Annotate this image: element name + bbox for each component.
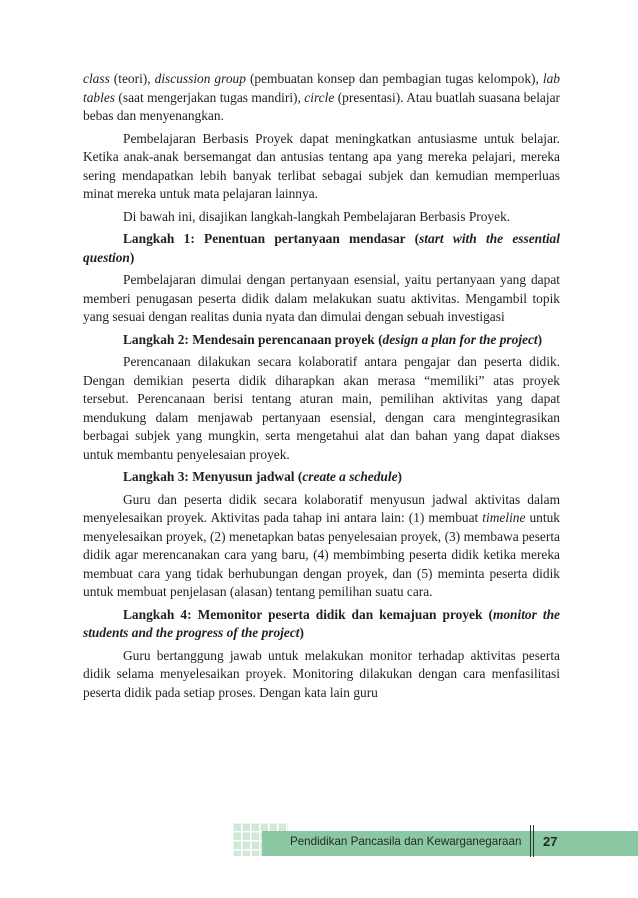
term-lab-tables: lab tables [83,71,560,105]
footer-divider [530,825,531,857]
heading-end: ) [299,625,304,640]
step-1-heading [83,230,560,267]
paragraph-3: Di bawah ini, disajikan langkah-langkah Pembelajaran Berbasis Proyek. [123,208,511,224]
heading-italic: design a plan for the project [382,331,538,347]
page-number: 27 [543,834,558,849]
heading-text: Langkah 1: Penentuan pertanyaan mendasar ( [123,231,420,246]
paragraph-7: Guru bertanggung jawab untuk melakukan monitor terhadap aktivitas peserta didik selama menyelesaikan proyek. Monitoring dilakukan dengan cara menfasilitasi peserta didik pada setiap proses. Dengan kata lain guru [83,647,560,700]
text-run: (pembuatan konsep dan pembagian tugas kelompok), [245,71,543,86]
heading-italic: start with the essential question [83,231,560,265]
text-run: (teori), [109,71,155,86]
text-run: untuk menyelesaikan proyek, (2) menetapkan batas penyelesaian proyek, (3) membawa peserta didik agar merencanakan cara yang baru, (4) membimbing peserta didik ketika mereka membuat cara yang tidak berhubungan dengan proyek, dan (5) meminta peserta didik untuk membuat penjelasan (alasan) tentang pemilihan suatu cara. [83,510,560,599]
paragraph-4: Pembelajaran dimulai dengan pertanyaan esensial, yaitu pertanyaan yang dapat memberi penugasan peserta didik dalam melakukan suatu aktivitas. Mengambil topik yang sesuai dengan realitas dunia nyata dan dimulai dengan sebuah investigasi [83,272,560,324]
text-run: (saat mengerjakan tugas mandiri), [115,89,305,105]
footer-book-title: Pendidikan Pancasila dan Kewarganegaraan [290,835,522,848]
page-body [83,70,560,706]
term-circle: circle [304,89,335,105]
heading-end: ) [129,249,135,265]
paragraph-1 [83,70,560,126]
step-4-heading [83,606,560,643]
footer-divider [533,825,534,857]
heading-end: ) [537,331,543,347]
heading-text: Langkah 2: Mendesain perencanaan proyek ( [123,331,383,347]
page-footer [0,822,638,856]
heading-end: ) [397,469,403,484]
paragraph-6 [83,491,560,602]
heading-text: Langkah 3: Menyusun jadwal ( [123,469,303,484]
paragraph-2: Pembelajaran Berbasis Proyek dapat meningkatkan antusiasme untuk belajar. Ketika anak-anak bersemangat dan antusias tentang apa yang mereka pelajari, mereka sering mendapatkan lebih banyak terlibat sebagai subjek dan kemudian memperluas minat mereka untuk mata pelajaran lainnya. [83,130,560,201]
term-timeline: timeline [482,510,526,525]
heading-italic: monitor the students and the progress of the project [83,606,560,640]
step-2-heading [83,331,560,350]
text-run: (presentasi). Atau buatlah suasana belajar bebas dan menyenangkan. [83,89,560,123]
term-discussion-group: discussion group [154,71,246,86]
heading-italic: create a schedule [302,469,398,484]
heading-text: Langkah 4: Memonitor peserta didik dan kemajuan proyek ( [123,606,493,622]
paragraph-5: Perencanaan dilakukan secara kolaboratif antara pengajar dan peserta didik. Dengan demikian peserta didik diharapkan akan merasa “memiliki” atas proyek tersebut. Perencanaan berisi tentang aturan main, pemilihan aktivitas yang dapat mendukung dalam menjawab pertanyaan esensial, dengan cara mengintegrasikan berbagai subjek yang mungkin, serta mengetahui alat dan bahan yang dapat diakses untuk membantu penyelesaian proyek. [83,354,560,462]
step-3-heading [83,468,560,487]
term-class: class [83,71,110,86]
text-run: Guru dan peserta didik secara kolaboratif menyusun jadwal aktivitas dalam menyelesaikan proyek. Aktivitas pada tahap ini antara lain: (1) membuat [83,491,560,525]
